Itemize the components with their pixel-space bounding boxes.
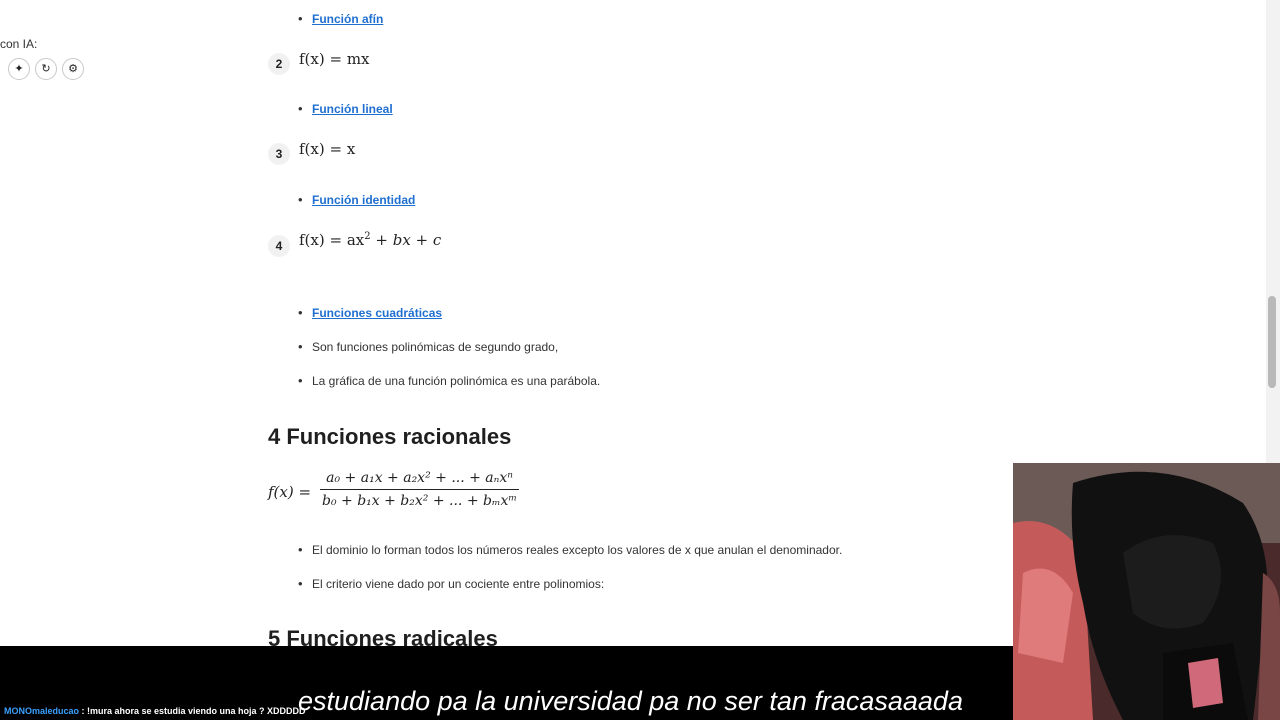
scrollbar-thumb[interactable] [1268,296,1276,388]
item-number: 3 [268,143,290,165]
list-item [298,102,393,116]
webcam-overlay [1013,463,1280,720]
list-item [298,340,558,354]
bullet-text: La gráfica de una función polinómica es una parábola. [312,374,601,388]
link-funcion-lineal[interactable]: Función lineal [312,102,393,116]
formula-exponent: 2 [364,231,371,242]
formula: f(x) = x [299,140,356,158]
fraction-numerator: a₀ + a₁x + a₂x² + ... + aₙxⁿ [320,470,519,490]
refresh-icon[interactable]: ↻ [35,58,57,80]
formula-lhs: f(x) = [268,483,312,501]
list-item [298,543,842,557]
list-item [298,12,383,26]
list-item [298,577,604,591]
chat-username: MONOmaleducao [4,706,80,716]
gear-icon[interactable]: ⚙ [62,58,84,80]
section-heading-racionales: 4 Funciones racionales [268,424,512,449]
list-item [298,374,600,388]
link-funcion-afin[interactable]: Función afín [312,12,384,26]
item-number: 4 [268,235,290,257]
formula-rhs: + bx + c [370,231,442,249]
item-number: 2 [268,53,290,75]
bullet-text: El dominio lo forman todos los números reales excepto los valores de x que anulan el denominador. [312,543,843,557]
list-item [298,193,415,207]
webcam-image [1013,463,1280,720]
bullet-text: Son funciones polinómicas de segundo grado, [312,340,559,354]
ia-label: con IA: [0,37,38,51]
formula [299,231,441,249]
bullet-text: El criterio viene dado por un cociente entre polinomios: [312,577,605,591]
formula: f(x) = mx [299,50,370,68]
fraction [320,470,519,509]
chat-text: : !mura ahora se estudia viendo una hoja ? XDDDDD [79,706,306,716]
fraction-denominator: b₀ + b₁x + b₂x² + ... + bₘxᵐ [322,493,518,509]
formula-lhs: f(x) = ax [299,231,365,249]
sparkle-icon[interactable]: ✦ [8,58,30,80]
link-funcion-identidad[interactable]: Función identidad [312,193,416,207]
list-item [298,306,442,320]
chat-message [4,706,306,716]
stream-subtitle: estudiando pa la universidad pa no ser tan fracasaaada [298,686,963,716]
section-heading-radicales: 5 Funciones radicales [268,626,498,646]
link-funciones-cuadraticas[interactable]: Funciones cuadráticas [312,306,443,320]
